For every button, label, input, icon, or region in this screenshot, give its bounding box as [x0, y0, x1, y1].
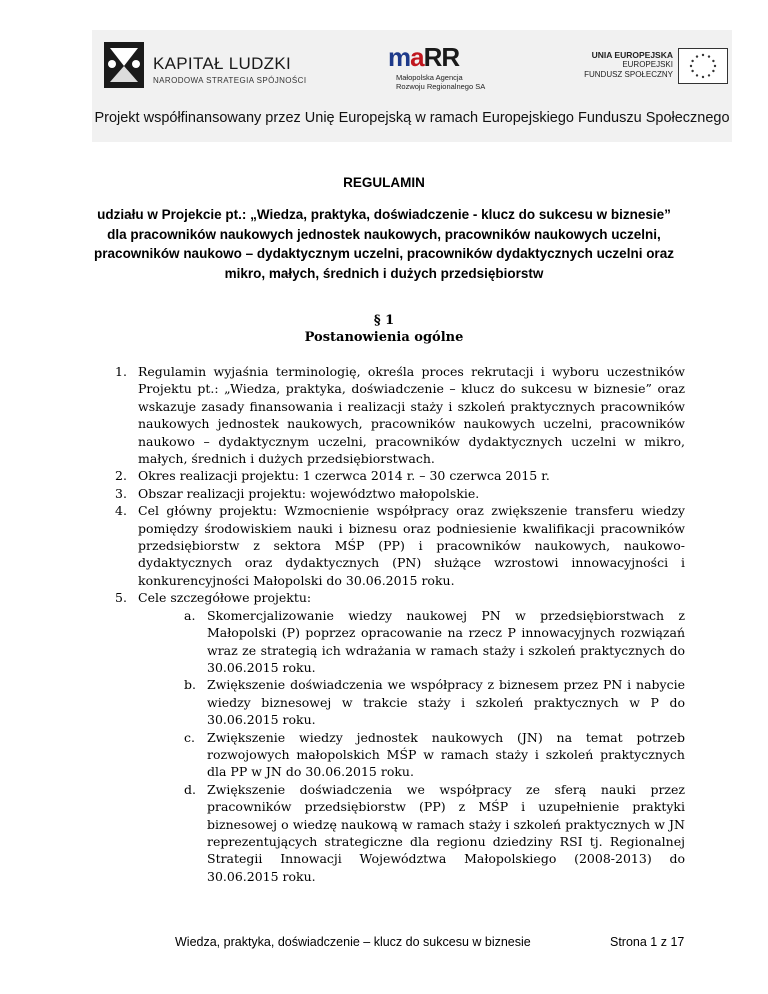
section-title: Postanowienia ogólne [304, 330, 464, 345]
section-number: § 1 [373, 313, 395, 328]
sub-list-item: a. Skomercjalizowanie wiedzy naukowej PN w przedsiębiorstwach z Małopolski (P) poprzez opracowanie na rzecz P innowacyjnych rozwiązań wraz ze strategią ich wdrażania w ramach staży i szkoleń praktycznych do 30.06.2015 roku. [184, 607, 685, 675]
marr-logo: maRR [388, 42, 460, 72]
kapital-ludzki-title: KAPITAŁ LUDZKI [153, 54, 292, 73]
sub-list-item: d. Zwiększenie doświadczenia we współpracy ze sferą nauki przez pracowników przedsiębiorstw (PP) z MŚP i uzupełnienie praktyki biznesowej o wiedzę naukową w ramach staży i szkoleń praktycznych w JN reprezentujących strategiczne dla regionu dziedziny RSI tj. Regionalnej Strategii Innowacji Województwa Małopolskiego (2008-2013) do 30.06.2015 roku. [184, 781, 685, 884]
ue-label: UNIA EUROPEJSKA EUROPEJSKI FUNDUSZ SPOŁECZNY [584, 50, 673, 79]
list-item: 3. Obszar realizacji projektu: województwo małopolskie. [115, 485, 480, 501]
kapital-ludzki-logo-icon [100, 38, 148, 92]
specific-goals-list [138, 607, 685, 886]
footer-page-number: Strona 1 z 17 [610, 935, 685, 949]
header-caption: Projekt współfinansowany przez Unię Europejską w ramach Europejskiego Funduszu Społecznego [94, 110, 730, 126]
sub-list-item: c. Zwiększenie wiedzy jednostek naukowych (JN) na temat potrzeb rozwojowych małopolskich MŚP w ramach staży i szkoleń praktycznych dla PP w JN do 30.06.2015 roku. [184, 729, 685, 780]
list-item: 4. Cel główny projektu: Wzmocnienie współpracy oraz zwiększenie transferu wiedzy pomiędzy środowiskiem nauki i biznesu oraz podniesienie kwalifikacji pracowników przedsiębiorstw z sektora MŚP (PP) i pracowników naukowych, naukowo-dydaktycznych oraz dydaktycznych (PN) służące wzrostowi innowacyjności i konkurencyjności Małopolski do 30.06.2015 roku. [115, 503, 685, 588]
list-item: 2. Okres realizacji projektu: 1 czerwca 2014 r. – 30 czerwca 2015 r. [115, 468, 550, 484]
kapital-ludzki-subtitle: NARODOWA STRATEGIA SPÓJNOŚCI [153, 76, 307, 85]
document-title: REGULAMIN [343, 175, 425, 190]
sub-list-item: b. Zwiększenie doświadczenia we współpracy z biznesem przez PN i nabycie wiedzy biznesowej w trakcie staży i szkoleń praktycznych w P do 30.06.2015 roku. [184, 677, 685, 728]
document-subtitle: udziału w Projekcie pt.: „Wiedza, praktyka, doświadczenie - klucz do sukcesu w biznesie” dla pracowników naukowych jednostek naukowych, pracowników naukowych uczelni, pracowników naukowo – dydaktycznym uczelni, pracowników dydaktycznych uczelni oraz mikro, małych, średnich i dużych przedsiębiorstw [94, 207, 674, 281]
marr-subtitle: Małopolska Agencja Rozwoju Regionalnego SA [396, 73, 486, 91]
list-item: 5. Cele szczegółowe projektu: a. Skomercjalizowanie wiedzy naukowej PN w przedsiębiorstwach z Małopolski (P) poprzez opracowanie na rzecz P innowacyjnych rozwiązań wraz ze strategią ich wdrażania w ramach staży i szkoleń praktycznych do 30.06.2015 roku. b. Zwiększenie doświadczenia we współpracy z biznesem przez PN i nabycie wiedzy biznesowej w trakcie staży i szkoleń praktycznych w P do 30.06.2015 roku. c. Zwiększenie wiedzy jednostek naukowych (JN) na temat potrzeb rozwojowych małopolskich MŚP w ramach staży i szkoleń praktycznych dla PP w JN do 30.06.2015 roku. d. Zwiększenie doświadczenia we współpracy ze sferą nauki przez pracowników przedsiębiorstw (PP) z MŚP i uzupełnienie praktyki biznesowej o wiedzę naukową w ramach staży i szkoleń praktycznych w JN reprezentujących strategiczne dla regionu dziedziny RSI tj. Regionalnej Strategii Innowacji Województwa Małopolskiego (2008-2013) do 30.06.2015 roku. [115, 590, 685, 884]
eu-flag-icon [678, 48, 728, 84]
list-item: 1. Regulamin wyjaśnia terminologię, określa proces rekrutacji i wyboru uczestników Projektu pt.: „Wiedza, praktyka, doświadczenie – klucz do sukcesu w biznesie” oraz wskazuje zasady finansowania i realizacji staży i szkoleń praktycznych pracowników naukowych jednostek naukowych, pracowników naukowych uczelni, pracowników naukowo – dydaktycznym uczelni, pracowników dydaktycznych uczelni w mikro, małych, średnich i dużych przedsiębiorstwach. [115, 364, 685, 467]
footer-project-name: Wiedza, praktyka, doświadczenie – klucz do sukcesu w biznesie [175, 935, 531, 949]
provisions-list [115, 363, 685, 885]
